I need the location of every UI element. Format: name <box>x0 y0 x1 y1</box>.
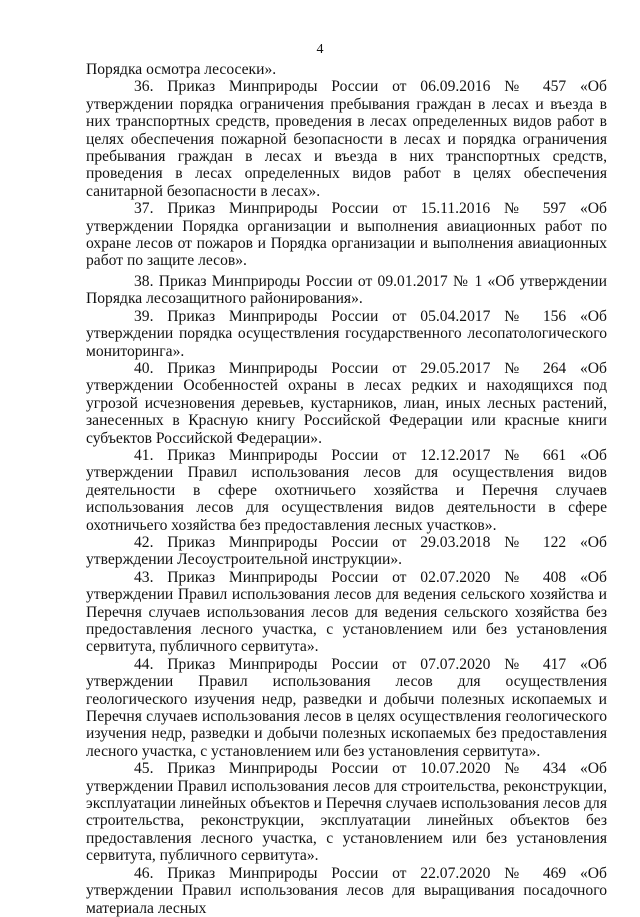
list-item-39: 39. Приказ Минприроды России от 05.04.2017 № 156 «Об утверждении порядка осуществления государственного лесопатологического мониторинга». <box>86 307 607 360</box>
document-body <box>86 61 607 917</box>
continuation-paragraph: Порядка осмотра лесосеки». <box>86 61 277 78</box>
page-number: 4 <box>316 42 324 57</box>
list-item-44: 44. Приказ Минприроды России от 07.07.2020 № 417 «Об утверждении Правил использования лесов для осуществления геологического изучения недр, разведки и добычи полезных ископаемых и Перечня случаев использования лесов в целях осуществления геологического изучения недр, разведки и добычи полезных ископаемых без предоставления лесного участка, с установлением или без установления сервитута». <box>86 655 607 760</box>
list-item-46: 46. Приказ Минприроды России от 22.07.2020 № 469 «Об утверждении Правил использования лесов для выращивания посадочного материала лесных <box>86 864 607 917</box>
list-item-37: 37. Приказ Минприроды России от 15.11.2016 № 597 «Об утверждении Порядка организации и выполнения авиационных работ по охране лесов от пожаров и Порядка организации и выполнения авиационных работ по защите лесов». <box>86 200 607 270</box>
list-item-40: 40. Приказ Минприроды России от 29.05.2017 № 264 «Об утверждении Особенностей охраны в лесах редких и находящихся под угрозой исчезновения деревьев, кустарников, лиан, иных лесных растений, занесенных в Красную книгу Российской Федерации или красные книги субъектов Российской Федерации». <box>86 359 607 447</box>
list-item-45: 45. Приказ Минприроды России от 10.07.2020 № 434 «Об утверждении Правил использования лесов для строительства, реконструкции, эксплуатации линейных объектов и Перечня случаев использования лесов для строительства, реконструкции, эксплуатации линейных объектов без предоставления лесного участка, с установлением или без установления сервитута, публичного сервитута». <box>86 760 607 865</box>
list-item-38: 38. Приказ Минприроды России от 09.01.2017 № 1 «Об утверждении Порядка лесозащитного районирования». <box>86 272 607 308</box>
list-item-36: 36. Приказ Минприроды России от 06.09.2016 № 457 «Об утверждении порядка ограничения пребывания граждан в лесах и въезда в них транспортных средств, проведения в лесах определенных видов работ в целях обеспечения пожарной безопасности в лесах и порядка ограничения пребывания граждан в лесах и въезда в них транспортных средств, проведения в лесах определенных видов работ в целях обеспечения санитарной безопасности в лесах». <box>86 78 607 200</box>
list-item-42: 42. Приказ Минприроды России от 29.03.2018 № 122 «Об утверждении Лесоустроительной инструкции». <box>86 533 607 569</box>
list-item-43: 43. Приказ Минприроды России от 02.07.2020 № 408 «Об утверждении Правил использования лесов для ведения сельского хозяйства и Перечня случаев использования лесов для ведения сельского хозяйства без предоставления лесного участка, с установлением или без установления сервитута, публичного сервитута». <box>86 568 607 656</box>
list-item-41: 41. Приказ Минприроды России от 12.12.2017 № 661 «Об утверждении Правил использования лесов для осуществления видов деятельности в сфере охотничьего хозяйства и Перечня случаев использования лесов для осуществления видов деятельности в сфере охотничьего хозяйства без предоставления лесных участков». <box>86 446 607 534</box>
